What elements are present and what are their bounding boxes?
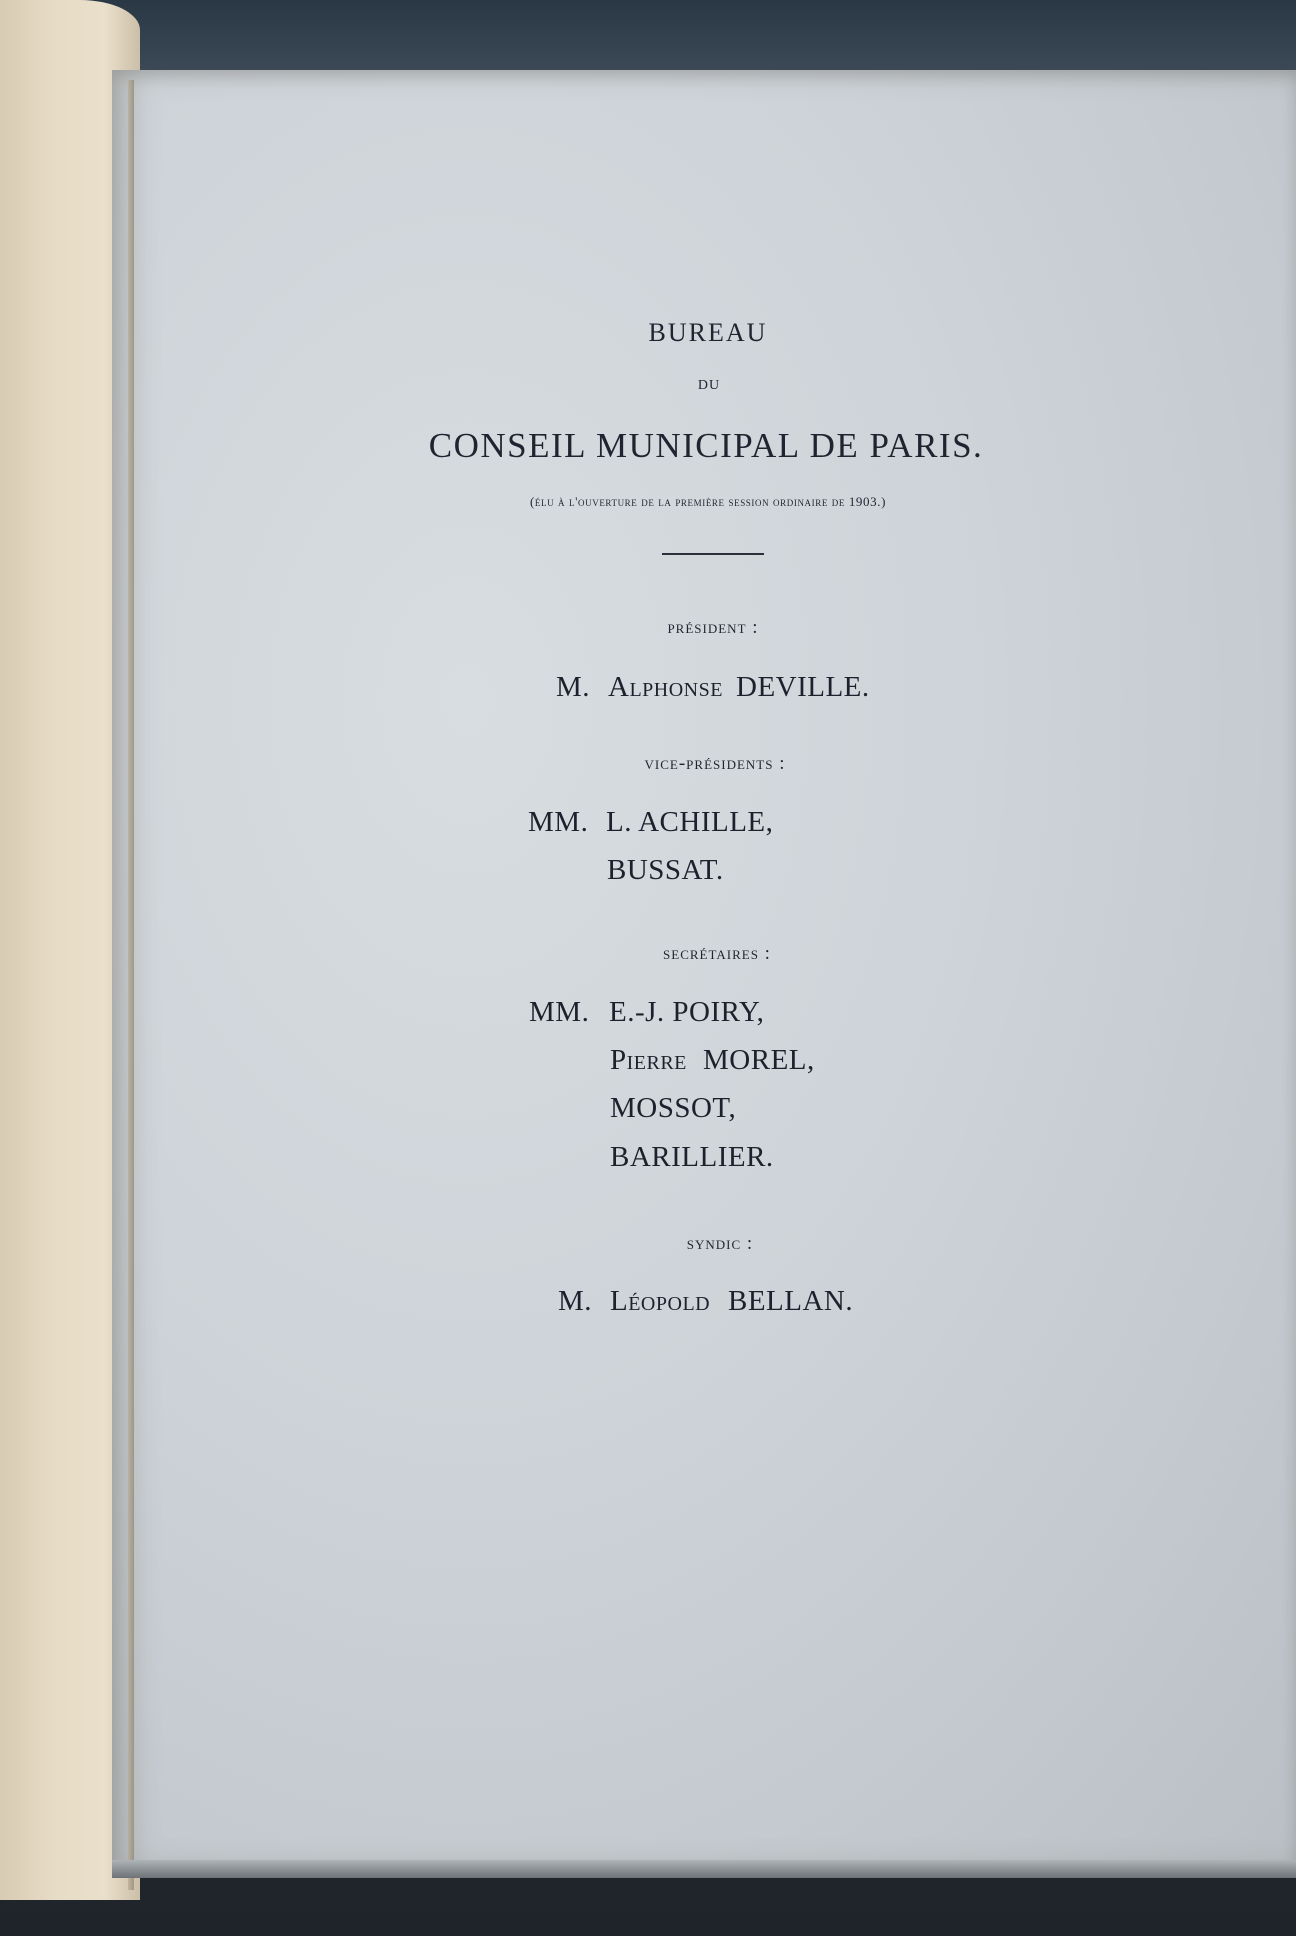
secretaire-last-name: MOREL, — [703, 1044, 815, 1076]
secretaire-first-name: Pierre — [610, 1044, 687, 1076]
president-prefix: M. — [556, 671, 591, 703]
president-first-name: Alphonse — [608, 671, 723, 703]
divider-rule — [662, 553, 764, 555]
heading-bureau: BUREAU — [648, 318, 768, 347]
vice-president-name: L. ACHILLE, — [606, 806, 774, 838]
secretaires-label: secrétaires : — [663, 943, 771, 964]
syndic-first-name: Léopold — [610, 1285, 711, 1317]
secretaire-name: MOSSOT, — [610, 1092, 737, 1124]
page-stack-edge — [112, 1860, 1296, 1878]
page-title: CONSEIL MUNICIPAL DE PARIS. — [428, 426, 984, 465]
syndic-last-name: BELLAN. — [728, 1285, 854, 1317]
heading-du: DU — [697, 378, 721, 393]
page-gutter — [128, 80, 134, 1890]
secretaires-prefix: MM. — [529, 996, 590, 1028]
heading-note: (élu à l'ouverture de la première session ordinaire de 1903.) — [529, 494, 887, 509]
president-last-name: DEVILLE. — [736, 671, 870, 703]
syndic-label: syndic : — [686, 1233, 754, 1254]
vice-presidents-prefix: MM. — [528, 806, 589, 838]
secretaire-name: E.-J. POIRY, — [609, 996, 765, 1028]
vice-presidents-label: vice-présidents : — [644, 753, 786, 774]
secretaire-name: BARILLIER. — [610, 1141, 774, 1173]
president-label: président : — [667, 617, 759, 638]
syndic-prefix: M. — [558, 1285, 593, 1317]
vice-president-name: BUSSAT. — [607, 854, 724, 886]
